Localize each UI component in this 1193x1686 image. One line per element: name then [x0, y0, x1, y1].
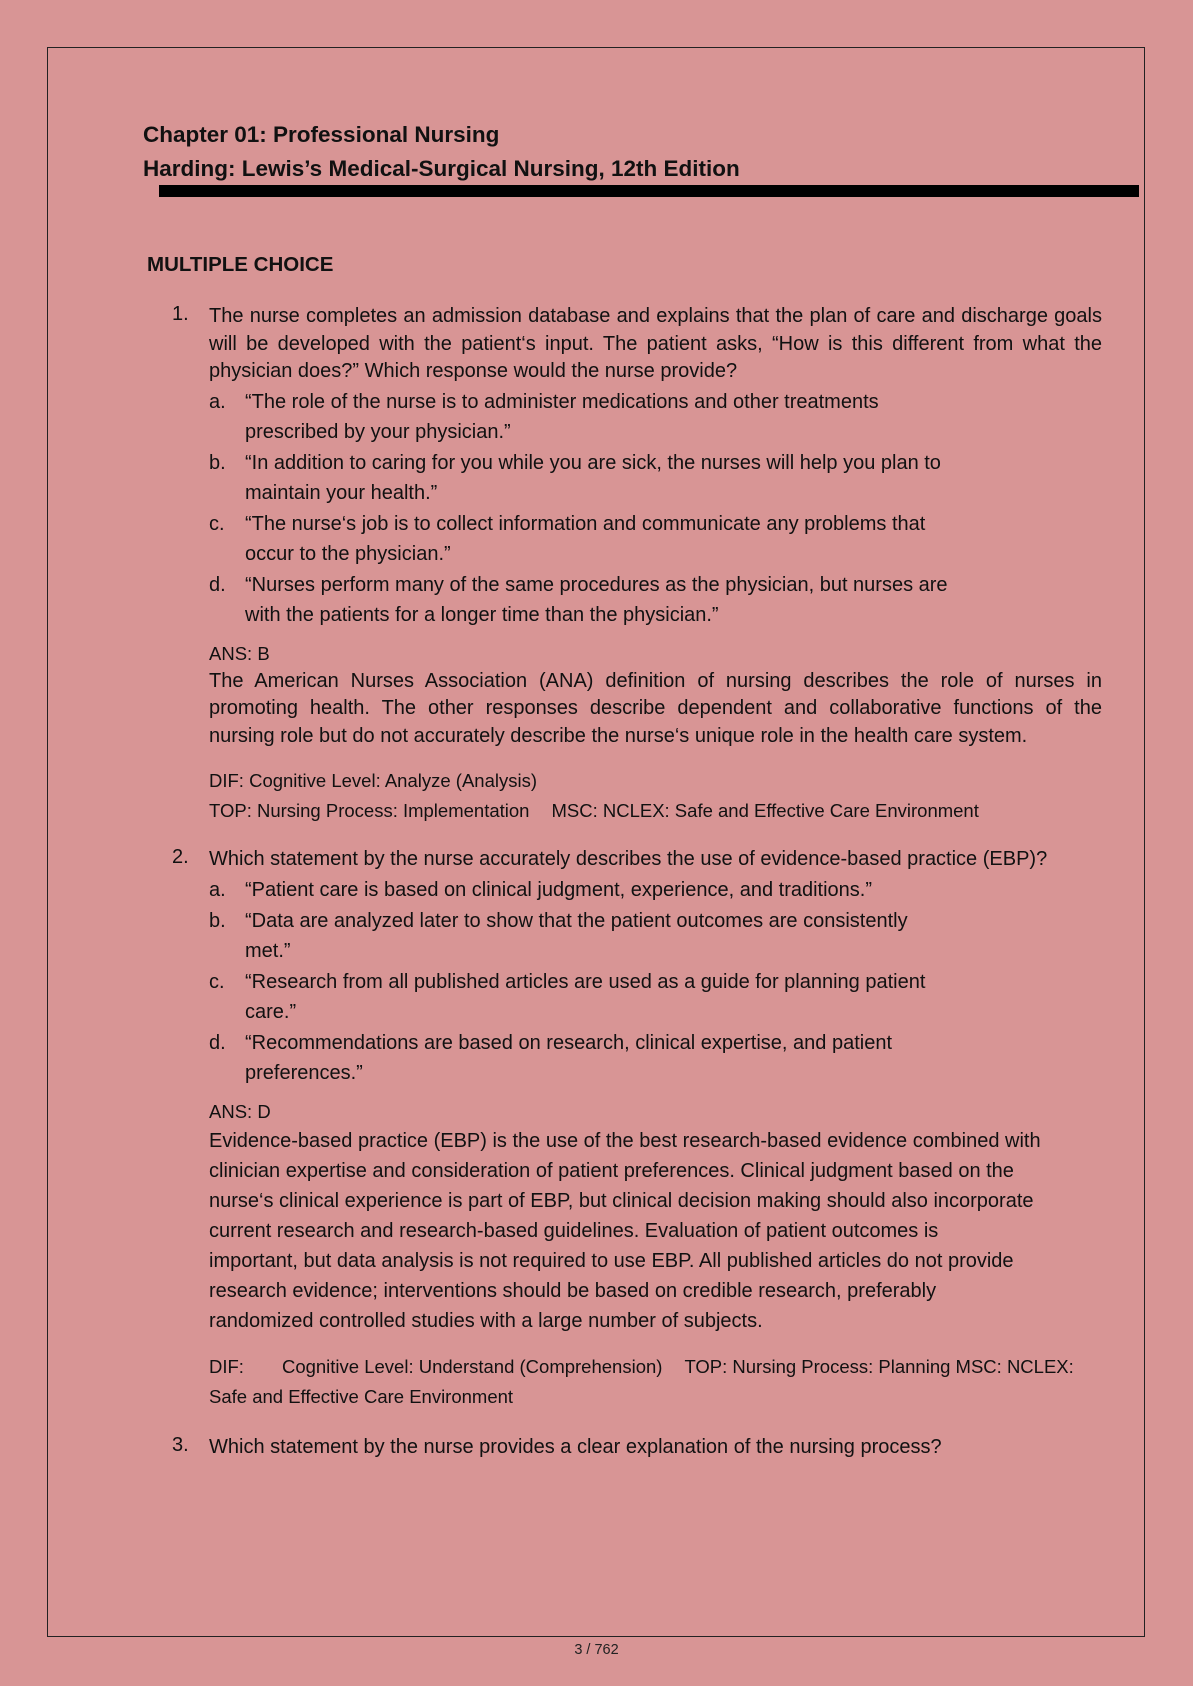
difficulty-label: DIF:	[209, 1355, 244, 1377]
option-letter: a.	[209, 390, 226, 413]
option-line: “Data are analyzed later to show that the patient outcomes are consistently	[245, 909, 908, 932]
rationale-line: clinician expertise and consideration of patient preferences. Clinical judgment based on the	[209, 1159, 1014, 1182]
rationale: The American Nurses Association (ANA) definition of nursing describes the role of nurses in promoting health. The other responses describe dependent and collaborative functions of the nursing role but do not accurately describe the nurse‘s unique role in the health care system.	[209, 669, 1102, 747]
option-letter: b.	[209, 451, 226, 474]
option-line: occur to the physician.”	[245, 542, 451, 565]
option-line: met.”	[245, 939, 291, 962]
option-a	[209, 387, 1102, 447]
option-c	[209, 509, 1102, 569]
question-2	[172, 846, 1102, 1412]
question-3	[172, 1434, 1102, 1462]
option-line: “Recommendations are based on research, clinical expertise, and patient	[245, 1031, 893, 1054]
difficulty: DIF: Cognitive Level: Analyze (Analysis)	[209, 770, 537, 791]
answer-key: ANS: D	[209, 1100, 271, 1122]
question-metadata	[209, 766, 1102, 826]
option-line: maintain your health.”	[245, 481, 438, 504]
chapter-title: Chapter 01: Professional Nursing	[143, 122, 500, 147]
option-letter: c.	[209, 512, 225, 535]
question-number: 2.	[172, 846, 189, 868]
option-b	[209, 448, 1102, 508]
option-line: preferences.”	[245, 1061, 363, 1084]
question-number: 3.	[172, 1433, 189, 1456]
option-line: “The nurse‘s job is to collect information and communicate any problems that	[245, 512, 926, 535]
header-rule	[159, 185, 1139, 197]
rationale-line: nurse‘s clinical experience is part of EBP, but clinical decision making should also incorporate	[209, 1189, 1034, 1212]
option-line: “Nurses perform many of the same procedures as the physician, but nurses are	[245, 573, 948, 596]
question-1	[172, 303, 1102, 826]
option-line: “Patient care is based on clinical judgment, experience, and traditions.”	[245, 878, 873, 901]
option-line: “In addition to caring for you while you are sick, the nurses will help you plan to	[245, 451, 941, 474]
difficulty: Cognitive Level: Understand (Comprehension)	[281, 1355, 663, 1377]
topic: TOP: Nursing Process: Implementation	[209, 800, 530, 821]
rationale-line: randomized controlled studies with a large number of subjects.	[209, 1309, 763, 1332]
section-title: MULTIPLE CHOICE	[147, 253, 334, 276]
rationale-line: important, but data analysis is not required to use EBP. All published articles do not provide	[209, 1249, 1014, 1272]
option-letter: a.	[209, 878, 226, 901]
option-c	[209, 967, 1102, 1027]
question-metadata	[209, 1352, 1102, 1412]
option-d	[209, 1028, 1102, 1088]
rationale	[209, 1126, 1102, 1336]
option-letter: b.	[209, 909, 226, 932]
option-line: prescribed by your physician.”	[245, 420, 511, 443]
option-letter: d.	[209, 1031, 226, 1054]
answer-key: ANS: B	[209, 642, 270, 664]
question-number: 1.	[172, 303, 189, 325]
question-text: Which statement by the nurse provides a clear explanation of the nursing process?	[209, 1435, 942, 1458]
rationale-line: current research and research-based guidelines. Evaluation of patient outcomes is	[209, 1219, 939, 1242]
option-d	[209, 570, 1102, 630]
option-letter: d.	[209, 573, 226, 596]
msc-category: Safe and Effective Care Environment	[209, 1385, 514, 1407]
option-b	[209, 906, 1102, 966]
question-text: The nurse completes an admission database and explains that the plan of care and discharge goals will be developed with the patient‘s input. The patient asks, “How is this different from what the physician does?” Which response would the nurse provide?	[209, 305, 1102, 382]
rationale-line: research evidence; interventions should be based on credible research, preferably	[209, 1279, 937, 1302]
option-letter: c.	[209, 970, 225, 993]
option-line: “Research from all published articles are used as a guide for planning patient	[245, 970, 926, 993]
rationale-line: Evidence-based practice (EBP) is the use of the best research-based evidence combined with	[209, 1129, 1041, 1152]
option-line: care.”	[245, 1000, 297, 1023]
question-text: Which statement by the nurse accurately describes the use of evidence-based practice (EBP)?	[209, 848, 1048, 870]
option-line: “The role of the nurse is to administer medications and other treatments	[245, 390, 879, 413]
page-indicator: 3 / 762	[574, 1642, 619, 1658]
msc-category: MSC: NCLEX: Safe and Effective Care Environment	[551, 800, 979, 821]
option-line: with the patients for a longer time than the physician.”	[245, 603, 719, 626]
questions-list	[172, 303, 1102, 1461]
book-title: Harding: Lewis’s Medical-Surgical Nursing, 12th Edition	[143, 156, 740, 181]
document-header	[143, 118, 740, 186]
topic-msc: TOP: Nursing Process: Planning MSC: NCLEX:	[684, 1355, 1074, 1377]
option-a	[209, 875, 1102, 905]
